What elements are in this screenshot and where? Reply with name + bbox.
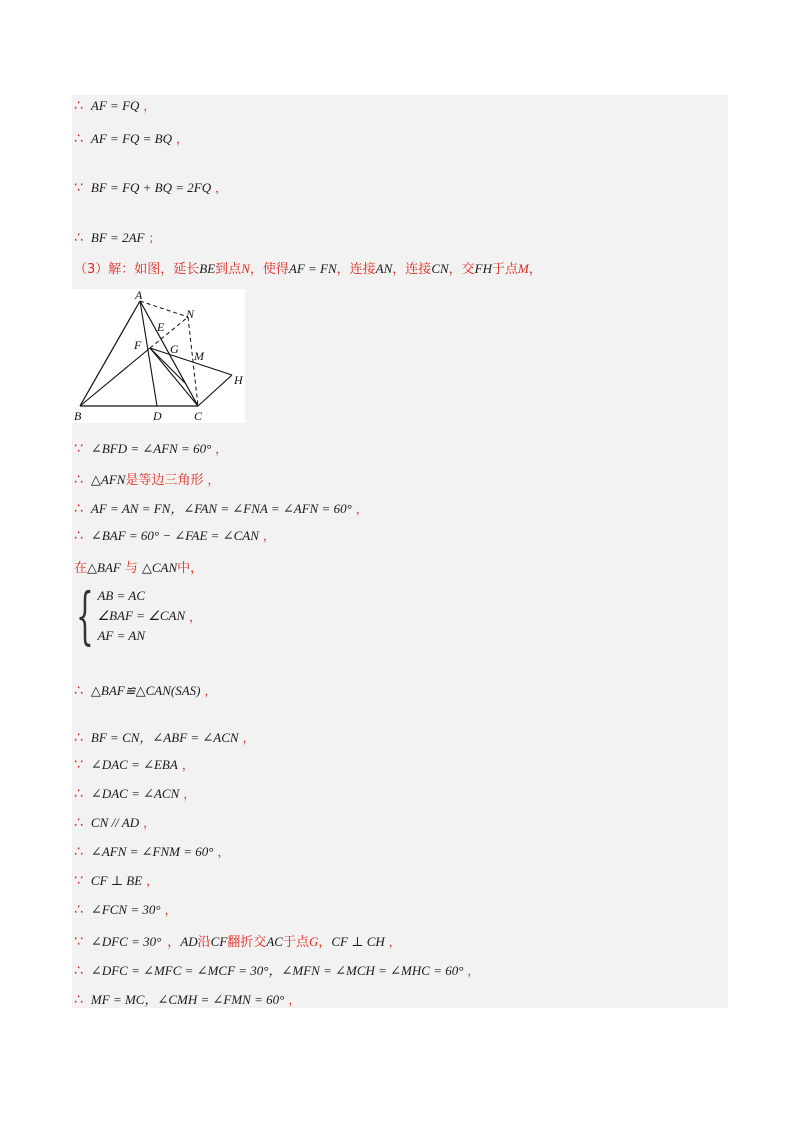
math-segment: AF = FN: [288, 261, 337, 276]
punctuation: ，: [164, 903, 177, 917]
punctuation: ；: [148, 231, 161, 245]
segment-ab: [80, 301, 140, 406]
equation: AF = FQ: [90, 98, 140, 113]
left-brace: {: [76, 579, 94, 652]
step-line-7: [74, 469, 220, 488]
label-b: B: [74, 409, 82, 423]
text-segment: 与: [124, 561, 138, 576]
math-segment: AD: [180, 934, 198, 949]
punctuation: ，: [207, 473, 220, 487]
label-c: C: [194, 409, 203, 423]
math-segment: FH: [474, 261, 493, 276]
text-segment: ，交: [448, 262, 475, 277]
label-n: N: [186, 307, 195, 321]
punctuation: ，: [143, 816, 156, 830]
punctuation: ，: [204, 684, 217, 698]
therefore-symbol: ∴: [74, 786, 83, 802]
step-line-9: [74, 527, 275, 544]
therefore-symbol: ∴: [74, 730, 83, 746]
because-symbol: ∵: [74, 934, 83, 950]
text-segment: 翻折交: [227, 935, 267, 950]
step-line-6: [74, 440, 227, 457]
label-m: M: [194, 349, 204, 363]
equation: CF ⊥ BE: [90, 873, 143, 888]
punctuation: ，: [189, 609, 202, 624]
therefore-symbol: ∴: [74, 963, 83, 979]
step-line-3: [74, 179, 227, 196]
text-segment: 中，: [177, 561, 204, 576]
step-line-21: [74, 989, 300, 1008]
system-eq-2: ∠BAF = ∠CAN: [97, 608, 186, 623]
punctuation: ，: [143, 99, 156, 113]
dashed-fn: [150, 317, 188, 348]
therefore-symbol: ∴: [74, 992, 83, 1008]
equation: ∠BFD = ∠AFN = 60°: [90, 441, 212, 456]
equation: ∠DAC = ∠EBA: [90, 757, 178, 772]
therefore-symbol: ∴: [74, 472, 83, 488]
math-segment: △BAF: [87, 560, 121, 575]
punctuation: ，: [467, 964, 480, 978]
label-g: G: [170, 342, 179, 356]
step-line-15: [74, 814, 155, 831]
equation: CN // AD: [90, 815, 140, 830]
text-segment: ，连接: [392, 262, 432, 277]
step-line-4: [74, 229, 160, 246]
step-line-14: [74, 785, 195, 802]
equation: ∠FCN = 30°: [90, 902, 161, 917]
text-segment: （3）解：如图，延长: [74, 262, 200, 277]
label-h: H: [234, 373, 243, 387]
math-segment: M: [518, 261, 529, 276]
text-segment: ，连接: [336, 262, 376, 277]
equation: AF = FQ = BQ: [90, 131, 173, 146]
therefore-symbol: ∴: [74, 815, 83, 831]
text-segment: 是等边三角形: [125, 473, 204, 488]
equation-system: [76, 579, 202, 652]
math-segment: AN: [375, 261, 393, 276]
segment-fh: [150, 348, 232, 375]
step-line-13: [74, 756, 194, 773]
text-segment: ，: [528, 262, 542, 277]
text-segment: 沿: [197, 935, 211, 950]
label-f: F: [134, 338, 142, 352]
because-symbol: ∵: [74, 180, 83, 196]
step-line-8: [74, 498, 368, 517]
math-segment: CF: [210, 934, 228, 949]
text-segment: 在: [74, 561, 88, 576]
text-segment: 到点: [215, 262, 242, 277]
therefore-symbol: ∴: [74, 528, 83, 544]
punctuation: ，: [242, 731, 255, 745]
system-lines: [97, 588, 185, 644]
equation: ∠DAC = ∠ACN: [90, 786, 180, 801]
system-eq-3: AF = AN: [97, 628, 145, 643]
text-segment: 于点: [282, 935, 309, 950]
equation: ∠BAF = 60° − ∠FAE = ∠CAN: [90, 528, 259, 543]
therefore-symbol: ∴: [74, 230, 83, 246]
math-segment: AC: [266, 934, 283, 949]
segment-bf: [80, 348, 150, 406]
segment-ch: [198, 375, 232, 406]
step-line-16: [74, 843, 229, 860]
punctuation: ，: [215, 181, 228, 195]
punctuation: ，: [181, 758, 194, 772]
therefore-symbol: ∴: [74, 844, 83, 860]
solution-panel: [72, 95, 728, 1008]
punctuation: ，: [388, 935, 401, 949]
punctuation: ，: [288, 993, 301, 1007]
punctuation: ，: [217, 845, 230, 859]
punctuation: ，: [176, 132, 189, 146]
step-line-1: [74, 97, 155, 114]
system-eq-1: AB = AC: [97, 588, 145, 603]
math-segment: ∠DFC = 30°: [90, 934, 162, 949]
math-segment: N: [241, 261, 250, 276]
equation: BF = FQ + BQ = 2FQ: [90, 180, 212, 195]
text-segment: ，使得: [249, 262, 289, 277]
therefore-symbol: ∴: [74, 131, 83, 147]
label-a: A: [135, 289, 143, 302]
punctuation: ，: [146, 874, 159, 888]
therefore-symbol: ∴: [74, 902, 83, 918]
punctuation: ，: [215, 442, 228, 456]
equation: MF = MC，∠CMH = ∠FMN = 60°: [90, 992, 285, 1007]
geometry-figure: [72, 289, 245, 423]
equation: ∠DFC = ∠MFC = ∠MCF = 30°，∠MFN = ∠MCH = ∠MHC = 60°: [90, 963, 464, 978]
because-symbol: ∵: [74, 441, 83, 457]
because-symbol: ∵: [74, 873, 83, 889]
step-line-19: [74, 931, 401, 950]
therefore-symbol: ∴: [74, 98, 83, 114]
step-line-5: [74, 258, 542, 277]
text-segment: ，: [167, 935, 181, 950]
math-segment: △AFN: [90, 472, 126, 487]
equation: △BAF≌△CAN(SAS): [90, 683, 201, 698]
because-symbol: ∵: [74, 757, 83, 773]
punctuation: ，: [262, 529, 275, 543]
therefore-symbol: ∴: [74, 683, 83, 699]
equation: AF = AN = FN，∠FAN = ∠FNA = ∠AFN = 60°: [90, 501, 352, 516]
punctuation: ，: [355, 502, 368, 516]
math-segment: △CAN: [141, 560, 178, 575]
label-d: D: [153, 409, 162, 423]
step-line-20: [74, 960, 479, 979]
geometry-diagram: [72, 289, 245, 423]
math-segment: G: [308, 934, 319, 949]
math-segment: CF ⊥ CH: [331, 934, 385, 949]
step-line-2: [74, 130, 188, 147]
text-segment: ，: [318, 935, 332, 950]
step-line-17: [74, 872, 158, 889]
equation: BF = CN，∠ABF = ∠ACN: [90, 730, 239, 745]
punctuation: ，: [183, 787, 196, 801]
equation: ∠AFN = ∠FNM = 60°: [90, 844, 214, 859]
text-segment: 于点: [492, 262, 519, 277]
step-line-12: [74, 727, 255, 746]
step-line-10: [74, 557, 203, 576]
math-segment: BE: [199, 261, 216, 276]
segment-fc: [150, 348, 198, 406]
math-segment: CN: [431, 261, 449, 276]
label-e: E: [157, 320, 165, 334]
step-line-18: [74, 901, 177, 918]
step-line-11: [74, 682, 217, 699]
equation: BF = 2AF: [90, 230, 145, 245]
therefore-symbol: ∴: [74, 501, 83, 517]
